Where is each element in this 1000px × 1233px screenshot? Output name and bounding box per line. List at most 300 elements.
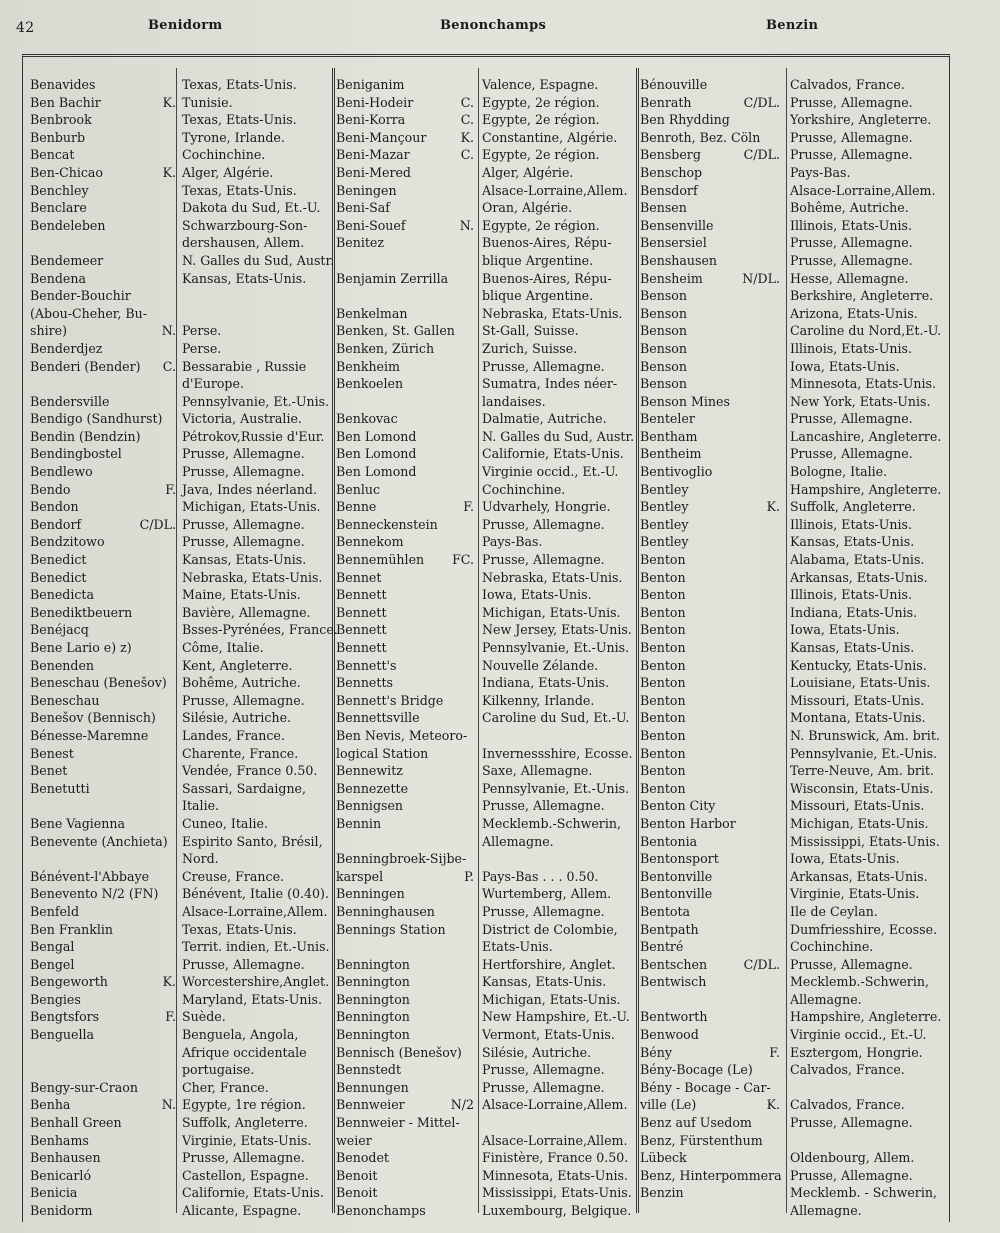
region-country: Kentucky, Etats-Unis. xyxy=(790,657,927,673)
region-country: Bologne, Italie. xyxy=(790,464,888,480)
region-country: Texas, Etats-Unis. xyxy=(182,921,297,937)
region-country: Suffolk, Angleterre. xyxy=(182,1115,308,1131)
place-name: Benluc xyxy=(336,481,381,497)
table-row xyxy=(30,1079,330,1097)
place-name: Bensen xyxy=(640,200,687,216)
table-row xyxy=(30,762,330,780)
region-country: Iowa, Etats-Unis. xyxy=(790,622,900,638)
place-name: Bendigo (Sandhurst) xyxy=(30,411,163,427)
place-name: Bentley xyxy=(640,534,689,550)
place-name: Benshausen xyxy=(640,252,718,268)
region-country: Michigan, Etats-Unis. xyxy=(182,499,321,515)
region-country: Calvados, France. xyxy=(790,77,905,92)
table-row xyxy=(30,164,330,182)
place-name: Benningbroek-Sijbe- xyxy=(336,851,467,867)
table-row xyxy=(30,938,330,956)
region-country: Pays-Bas. xyxy=(790,164,851,180)
region-country: Prusse, Allemagne. xyxy=(482,552,605,568)
region-country: Ile de Ceylan. xyxy=(790,903,878,919)
region-country: Wisconsin, Etats-Unis. xyxy=(790,780,934,796)
place-name: Benson xyxy=(640,340,687,356)
region-country: Prusse, Allemagne. xyxy=(790,1115,913,1131)
table-row xyxy=(30,199,330,217)
region-country: Vendée, France 0.50. xyxy=(182,763,318,779)
region-country: dershausen, Allem. xyxy=(182,235,305,251)
table-row xyxy=(30,973,330,991)
region-country: Michigan, Etats-Unis. xyxy=(482,991,621,1007)
place-name: karspel xyxy=(336,868,384,884)
place-name: Bennewitz xyxy=(336,763,403,779)
place-name: Benteler xyxy=(640,411,695,427)
table-row xyxy=(30,639,330,657)
service-code: N. xyxy=(161,1097,176,1113)
place-name: Benson xyxy=(640,288,687,304)
region-country: Alsace-Lorraine,Allem. xyxy=(482,1097,628,1113)
region-country: Suède. xyxy=(182,1009,226,1025)
region-country: Prusse, Allemagne. xyxy=(182,1150,305,1166)
service-code: C/DL. xyxy=(743,94,780,110)
place-name: Bentham xyxy=(640,428,698,444)
region-country: Buenos-Aires, Répu- xyxy=(482,235,612,251)
region-country: Silésie, Autriche. xyxy=(482,1044,592,1060)
region-country: Worcestershire,Anglet. xyxy=(182,974,330,990)
region-country: Cochinchine. xyxy=(182,147,266,163)
region-country: N. Galles du Sud, Austr. xyxy=(482,428,635,444)
region-country: Perse. xyxy=(182,340,222,356)
place-name: Bénouville xyxy=(640,77,708,92)
place-name: Beningen xyxy=(336,182,397,198)
place-name: Bennings Station xyxy=(336,921,446,937)
region-country: Prusse, Allemagne. xyxy=(790,129,913,145)
place-name: Benroth, Bez. Cöln xyxy=(640,129,761,145)
region-country: Kansas, Etats-Unis. xyxy=(790,640,915,655)
region-country: Cher, France. xyxy=(182,1079,269,1095)
table-row xyxy=(30,1184,330,1202)
region-country: Mecklemb. - Schwerin, xyxy=(790,1185,937,1201)
region-country: Kent, Angleterre. xyxy=(182,657,293,673)
place-name: Bentonia xyxy=(640,833,698,849)
place-name: Benfeld xyxy=(30,903,80,919)
region-country: Bavière, Allemagne. xyxy=(182,604,311,620)
region-country: Allemagne. xyxy=(482,833,554,849)
place-name: Benningen xyxy=(336,886,405,902)
region-country: Pétrokov,Russie d'Eur. xyxy=(182,428,325,444)
table-row xyxy=(30,340,330,358)
region-country: d'Europe. xyxy=(182,376,244,392)
header-center-keyword: Benonchamps xyxy=(440,18,547,33)
place-name: Bendon xyxy=(30,499,79,515)
place-name: Bennett xyxy=(336,604,387,620)
region-country: Prusse, Allemagne. xyxy=(790,235,913,251)
place-name: Benet xyxy=(30,763,68,779)
place-name: Benediktbeuern xyxy=(30,604,133,620)
region-country: Prusse, Allemagne. xyxy=(790,411,913,427)
place-name: Benton xyxy=(640,622,686,638)
place-name: Ben Franklin xyxy=(30,921,113,937)
place-name: Bencat xyxy=(30,147,75,163)
region-country: Prusse, Allemagne. xyxy=(482,358,605,374)
service-code: K. xyxy=(460,129,474,145)
place-name: Ben Lomond xyxy=(336,446,417,462)
region-country: Java, Indes néerland. xyxy=(182,481,318,497)
region-country: Egypte, 2e région. xyxy=(482,147,600,163)
region-country: Prusse, Allemagne. xyxy=(790,147,913,163)
place-name: Benonchamps xyxy=(336,1203,426,1218)
region-country: Udvarhely, Hongrie. xyxy=(482,499,611,515)
place-name: Bendorf xyxy=(30,516,82,532)
table-row xyxy=(30,903,330,921)
region-country: Missouri, Etats-Unis. xyxy=(790,798,925,814)
region-country: Alsace-Lorraine,Allem. xyxy=(482,1132,628,1148)
place-name: Bentpath xyxy=(640,921,699,937)
place-name: Benton xyxy=(640,745,686,761)
table-row xyxy=(30,709,330,727)
region-country: Egypte, 2e région. xyxy=(482,217,600,233)
region-country: New Hampshire, Et.-U. xyxy=(482,1009,630,1025)
place-name: Benenden xyxy=(30,657,95,673)
place-name: Benguella xyxy=(30,1027,95,1043)
service-code: N. xyxy=(459,217,474,233)
region-country: Oran, Algérie. xyxy=(482,200,573,216)
region-country: District de Colombie, xyxy=(482,921,618,937)
place-name: Benton Harbor xyxy=(640,815,736,831)
region-country: portugaise. xyxy=(182,1062,255,1078)
region-country: Prusse, Allemagne. xyxy=(182,534,305,550)
region-country: Illinois, Etats-Unis. xyxy=(790,217,913,233)
region-country: Invernessshire, Ecosse. xyxy=(482,745,633,761)
place-name: Bentheim xyxy=(640,446,702,462)
place-name: Benkoelen xyxy=(336,376,404,392)
place-name: Benhall Green xyxy=(30,1115,122,1131)
place-name: Benzin xyxy=(640,1185,684,1201)
region-country: Kansas, Etats-Unis. xyxy=(182,270,307,286)
region-country: Territ. indien, Et.-Unis. xyxy=(182,939,330,955)
place-name: Benschop xyxy=(640,164,703,180)
place-name: Bennett xyxy=(336,640,387,655)
place-name: Beni-Mançour xyxy=(336,129,427,145)
table-row xyxy=(30,1167,330,1185)
region-country: Michigan, Etats-Unis. xyxy=(482,604,621,620)
place-name: Bentonville xyxy=(640,868,713,884)
place-name: Benclare xyxy=(30,200,87,216)
place-name: Beni-Souef xyxy=(336,217,406,233)
table-row xyxy=(30,1096,330,1114)
table-row xyxy=(30,481,330,499)
header-left-keyword: Benidorm xyxy=(148,18,223,33)
region-country: Maryland, Etats-Unis. xyxy=(182,991,323,1007)
table-row xyxy=(30,76,330,94)
place-name: weier xyxy=(336,1132,372,1148)
region-country: Illinois, Etats-Unis. xyxy=(790,516,913,532)
place-name: Benton xyxy=(640,727,686,743)
place-name: Benz, Fürstenthum xyxy=(640,1132,763,1148)
place-name: Bennet xyxy=(336,569,382,585)
region-country: Caroline du Sud, Et.-U. xyxy=(482,710,630,726)
place-name: Benrath xyxy=(640,94,692,110)
place-name: Ben Lomond xyxy=(336,464,417,480)
place-name: Benton xyxy=(640,657,686,673)
region-country: Finistère, France 0.50. xyxy=(482,1150,629,1166)
place-name: Benderi (Bender) xyxy=(30,358,141,374)
place-name: Benton xyxy=(640,780,686,796)
region-country: Hesse, Allemagne. xyxy=(790,270,909,286)
region-country: Virginie, Etats-Unis. xyxy=(182,1132,312,1148)
table-row xyxy=(30,1026,330,1044)
region-country: Alsace-Lorraine,Allem. xyxy=(182,903,328,919)
region-country: Dumfriesshire, Ecosse. xyxy=(790,921,938,937)
region-country: Creuse, France. xyxy=(182,868,285,884)
region-country: Buenos-Aires, Répu- xyxy=(482,270,612,286)
service-code: F. xyxy=(165,481,176,497)
place-name: Bennweier - Mittel- xyxy=(336,1115,460,1131)
place-name: Bentworth xyxy=(640,1009,708,1025)
place-name: Bengeworth xyxy=(30,974,108,990)
table-row xyxy=(30,287,330,305)
region-country: Hampshire, Angleterre. xyxy=(790,481,942,497)
place-name: Benne xyxy=(336,499,377,515)
region-country: Hertforshire, Anglet. xyxy=(482,956,616,972)
place-name: Benson Mines xyxy=(640,393,730,409)
service-code: C/DL. xyxy=(139,516,176,532)
region-country: Texas, Etats-Unis. xyxy=(182,112,297,128)
place-name: Benburb xyxy=(30,129,86,145)
place-name: Bennett xyxy=(336,587,387,603)
region-country: Virginie, Etats-Unis. xyxy=(790,886,920,902)
place-name: Benton xyxy=(640,587,686,603)
page-number: 42 xyxy=(16,20,35,36)
region-country: Sassari, Sardaigne, xyxy=(182,780,307,796)
service-code: K. xyxy=(766,1097,780,1113)
table-row xyxy=(30,657,330,675)
region-country: Alger, Algérie. xyxy=(182,164,274,180)
region-country: Mecklemb.-Schwerin, xyxy=(482,815,621,831)
place-name: Bentley xyxy=(640,481,689,497)
table-row xyxy=(30,991,330,1009)
region-country: Saxe, Allemagne. xyxy=(482,763,593,779)
table-row xyxy=(30,727,330,745)
region-country: blique Argentine. xyxy=(482,288,594,304)
place-name: Bennungen xyxy=(336,1079,409,1095)
service-code: N/2 xyxy=(450,1097,474,1113)
region-country: Pennsylvanie, Et.-Unis. xyxy=(482,780,630,796)
place-name: Benkelman xyxy=(336,305,408,321)
place-name: Benitez xyxy=(336,235,384,251)
place-name: Bennstedt xyxy=(336,1062,402,1078)
place-name: Bénesse-Maremne xyxy=(30,727,149,743)
place-name: Beni-Hodeir xyxy=(336,94,414,110)
place-name: Bennemühlen xyxy=(336,552,425,568)
table-row xyxy=(30,621,338,639)
place-name: Benešov (Bennisch) xyxy=(30,710,156,726)
table-row xyxy=(30,551,330,569)
service-code: K. xyxy=(162,164,176,180)
place-name: Bennett's Bridge xyxy=(336,692,444,708)
region-country: Bohême, Autriche. xyxy=(790,200,909,216)
place-name: Benetutti xyxy=(30,780,90,796)
region-country: Landes, France. xyxy=(182,727,285,743)
service-code: N/DL. xyxy=(742,270,780,286)
place-name: Bentwisch xyxy=(640,974,707,990)
region-country: Caroline du Nord,Et.-U. xyxy=(790,323,942,339)
table-row xyxy=(30,410,330,428)
table-row xyxy=(30,94,330,112)
place-name: Benjamin Zerrilla xyxy=(336,270,449,286)
table-row xyxy=(30,445,330,463)
table-row xyxy=(30,463,330,481)
region-country: Prusse, Allemagne. xyxy=(182,692,305,708)
region-country: landaises. xyxy=(482,393,546,409)
place-name: Benedicta xyxy=(30,587,94,603)
service-code: P. xyxy=(464,868,474,884)
place-name: Bennetts xyxy=(336,675,393,691)
place-name: Benéjacq xyxy=(30,622,89,638)
region-country: Egypte, 1re région. xyxy=(182,1097,306,1113)
place-name: Beniganim xyxy=(336,77,405,92)
table-row xyxy=(30,850,330,868)
region-country: Texas, Etats-Unis. xyxy=(182,182,297,198)
place-name: Benken, Zürich xyxy=(336,340,435,356)
table-row xyxy=(30,516,330,534)
region-country: Californie, Etats-Unis. xyxy=(482,446,624,462)
place-name: Beni-Mazar xyxy=(336,147,410,163)
region-country: Sumatra, Indes néer- xyxy=(482,376,618,392)
place-name: Bendena xyxy=(30,270,86,286)
region-country: New Jersey, Etats-Unis. xyxy=(482,622,632,638)
place-name: Bensersiel xyxy=(640,235,707,251)
region-country: Tunisie. xyxy=(182,94,233,110)
table-row xyxy=(30,1008,330,1026)
region-country: Suffolk, Angleterre. xyxy=(790,499,916,515)
region-country: Arizona, Etats-Unis. xyxy=(790,305,918,321)
place-name: Bennin xyxy=(336,815,382,831)
place-name: logical Station xyxy=(336,745,429,761)
region-country: Oldenbourg, Allem. xyxy=(790,1150,915,1166)
service-code: C. xyxy=(162,358,176,374)
region-country: Mecklemb.-Schwerin, xyxy=(790,974,929,990)
region-country: Maine, Etats-Unis. xyxy=(182,587,301,603)
place-name: Benest xyxy=(30,745,74,761)
region-country: Iowa, Etats-Unis. xyxy=(790,851,900,867)
region-country: Nouvelle Zélande. xyxy=(482,657,599,673)
region-country: Prusse, Allemagne. xyxy=(790,446,913,462)
place-name: Bennisch (Benešov) xyxy=(336,1044,462,1060)
place-name: ville (Le) xyxy=(640,1097,697,1113)
place-name: Benoit xyxy=(336,1167,378,1183)
table-row xyxy=(30,234,330,252)
table-row xyxy=(30,375,330,393)
column-divider xyxy=(636,68,639,1213)
place-name: Benavides xyxy=(30,77,96,92)
region-country: Terre-Neuve, Am. brit. xyxy=(790,763,934,779)
region-country: Prusse, Allemagne. xyxy=(182,956,305,972)
table-row xyxy=(30,674,330,692)
region-country: Texas, Etats-Unis. xyxy=(182,77,297,92)
place-name: Bensenville xyxy=(640,217,714,233)
region-country: Silésie, Autriche. xyxy=(182,710,292,726)
region-country: Vermont, Etats-Unis. xyxy=(482,1027,615,1043)
place-name: Bendzitowo xyxy=(30,534,105,550)
region-country: Virginie occid., Et.-U. xyxy=(482,464,619,480)
place-name: Benkovac xyxy=(336,411,398,427)
table-row xyxy=(30,921,330,939)
region-country: New York, Etats-Unis. xyxy=(790,393,931,409)
column-divider xyxy=(786,68,787,1213)
region-country: Indiana, Etats-Unis. xyxy=(482,675,610,691)
region-country: Prusse, Allemagne. xyxy=(790,956,913,972)
region-country: Allemagne. xyxy=(790,1203,862,1218)
table-row xyxy=(30,322,330,340)
table-row xyxy=(30,358,330,376)
table-row xyxy=(30,146,330,164)
region-country: Missouri, Etats-Unis. xyxy=(790,692,925,708)
region-country: Arkansas, Etats-Unis. xyxy=(790,569,928,585)
region-country: Prusse, Allemagne. xyxy=(182,516,305,532)
service-code: N. xyxy=(161,323,176,339)
place-name: Benton xyxy=(640,552,686,568)
region-country: Bohême, Autriche. xyxy=(182,675,301,691)
place-name: Bény-Bocage (Le) xyxy=(640,1062,753,1078)
place-name: Bennington xyxy=(336,974,410,990)
region-country: Nebraska, Etats-Unis. xyxy=(482,569,623,585)
region-country: Prusse, Allemagne. xyxy=(790,1167,913,1183)
service-code: F. xyxy=(463,499,474,515)
region-country: N. Brunswick, Am. brit. xyxy=(790,727,940,743)
table-row xyxy=(30,1149,330,1167)
place-name: Bennington xyxy=(336,991,410,1007)
place-name: Bentonsport xyxy=(640,851,719,867)
region-country: Prusse, Allemagne. xyxy=(790,94,913,110)
place-name: Ben-Chicao xyxy=(30,164,103,180)
place-name: Benton xyxy=(640,640,686,655)
region-country: blique Argentine. xyxy=(482,252,594,268)
table-row xyxy=(30,1132,330,1150)
place-name: Benevente (Anchieta) xyxy=(30,833,168,849)
place-name: Beneschau xyxy=(30,692,100,708)
region-country: Kilkenny, Irlande. xyxy=(482,692,595,708)
region-country: Calvados, France. xyxy=(790,1097,905,1113)
table-row xyxy=(30,797,330,815)
place-name: Benodet xyxy=(336,1150,389,1166)
place-name: Beni-Korra xyxy=(336,112,406,128)
place-name: Benedict xyxy=(30,569,87,585)
place-name: Bennezette xyxy=(336,780,409,796)
place-name: Bennington xyxy=(336,1009,410,1025)
region-country: Tyrone, Irlande. xyxy=(182,129,285,145)
place-name: Bentonville xyxy=(640,886,713,902)
place-name: Bennweier xyxy=(336,1097,405,1113)
table-row xyxy=(30,868,330,886)
table-row xyxy=(30,305,330,323)
place-name: Bengy-sur-Craon xyxy=(30,1079,138,1095)
place-name: Benton xyxy=(640,692,686,708)
region-country: St-Gall, Suisse. xyxy=(482,323,579,339)
region-country: Pennsylvanie, Et.-Unis. xyxy=(482,640,630,655)
region-country: Bessarabie , Russie xyxy=(182,358,307,374)
place-name: (Abou-Cheher, Bu- xyxy=(30,305,148,321)
place-name: Bengel xyxy=(30,956,75,972)
place-name: Benchley xyxy=(30,182,89,198)
region-country: Charente, France. xyxy=(182,745,299,761)
place-name: Bensberg xyxy=(640,147,701,163)
place-name: Bengies xyxy=(30,991,81,1007)
region-country: Luxembourg, Belgique. xyxy=(482,1203,632,1218)
region-country: Hampshire, Angleterre. xyxy=(790,1009,942,1025)
region-country: Cuneo, Italie. xyxy=(182,815,268,831)
place-name: Benton xyxy=(640,763,686,779)
place-name: Bentschen xyxy=(640,956,708,972)
place-name: shire) xyxy=(30,323,67,339)
table-row xyxy=(30,956,330,974)
